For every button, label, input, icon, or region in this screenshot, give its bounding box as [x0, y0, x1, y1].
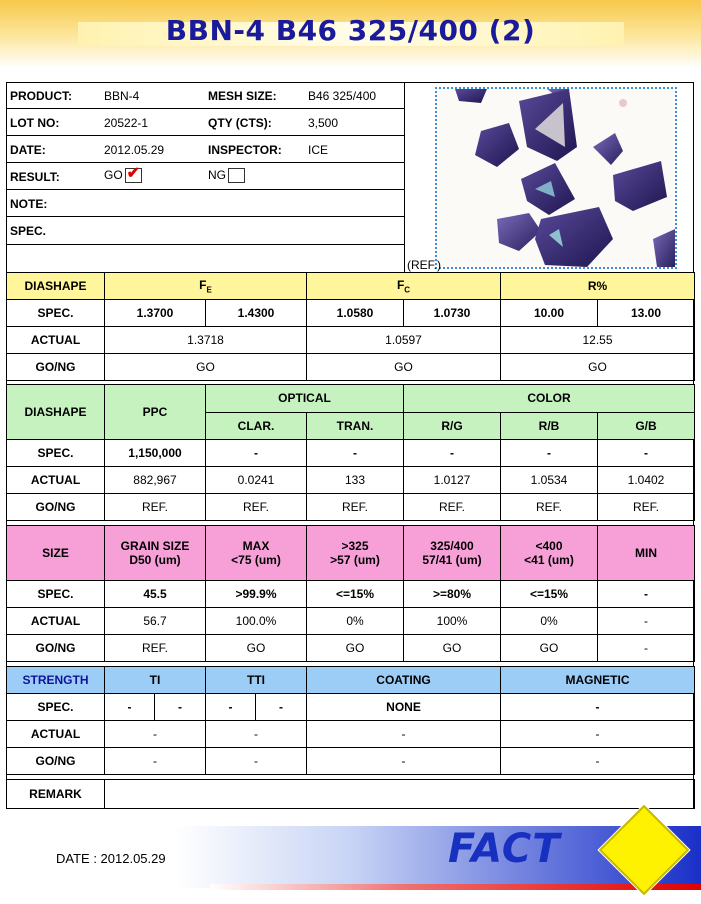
size-col-head	[307, 526, 404, 581]
spec-cell: 1.3700	[105, 300, 206, 327]
fc-head	[307, 273, 501, 300]
gong-cell: GO	[105, 354, 307, 381]
actual-label: ACTUAL	[7, 721, 105, 748]
actual-cell: 1.0534	[501, 467, 598, 494]
gong-cell: REF.	[206, 494, 307, 521]
shape-head: DIASHAPE	[7, 273, 105, 300]
actual-cell: -	[307, 721, 501, 748]
spec-cell: -	[206, 694, 256, 721]
actual-cell: 100%	[404, 608, 501, 635]
spec-cell: 45.5	[105, 581, 206, 608]
strength-head: STRENGTH	[7, 667, 105, 694]
gong-cell: GO	[501, 635, 598, 662]
fe-subscript: E	[206, 285, 212, 295]
go-checkbox[interactable]	[125, 165, 142, 183]
gong-label: GO/NG	[7, 354, 105, 381]
size-col-line2: <41 (um)	[524, 553, 574, 567]
actual-cell: 1.0597	[307, 327, 501, 354]
spec-cell: 1.0730	[404, 300, 501, 327]
optical-group-head: OPTICAL	[206, 385, 404, 413]
size-col-line2: >57 (um)	[330, 553, 380, 567]
shape-table	[6, 272, 695, 381]
ng-label: NG	[208, 168, 226, 182]
size-col-head	[105, 526, 206, 581]
info-row-product	[6, 82, 404, 109]
info-row-date	[6, 136, 404, 163]
ref-tag: (REF.)	[407, 258, 441, 272]
size-col-head	[501, 526, 598, 581]
spec-cell: 13.00	[598, 300, 695, 327]
gong-cell: -	[501, 748, 695, 775]
col-head: R/G	[404, 412, 501, 440]
strength-table	[6, 666, 695, 775]
mesh-value: B46 325/400	[308, 89, 377, 103]
remark-field[interactable]	[105, 780, 695, 809]
fe-head	[105, 273, 307, 300]
gong-cell: GO	[404, 635, 501, 662]
actual-label: ACTUAL	[7, 608, 105, 635]
remark-table	[6, 779, 695, 809]
spec-cell: -	[155, 694, 206, 721]
gong-cell: REF.	[105, 635, 206, 662]
spec-cell: <=15%	[307, 581, 404, 608]
date-label: DATE:	[10, 143, 46, 157]
spec-cell: >=80%	[404, 581, 501, 608]
actual-cell: -	[206, 721, 307, 748]
coating-head: COATING	[307, 667, 501, 694]
checkmark-icon: ✔	[126, 165, 141, 183]
spec-cell: 10.00	[501, 300, 598, 327]
fe-letter: F	[199, 277, 207, 292]
spec-cell: -	[404, 440, 501, 467]
remark-label: REMARK	[7, 780, 105, 809]
qty-value: 3,500	[308, 116, 339, 130]
mesh-label: MESH SIZE:	[208, 89, 277, 103]
optical-head: DIASHAPE	[7, 385, 105, 440]
size-col-head	[404, 526, 501, 581]
actual-label: ACTUAL	[7, 467, 105, 494]
inspector-value: ICE	[308, 143, 329, 157]
actual-cell: -	[501, 721, 695, 748]
result-ng	[208, 168, 245, 183]
col-head: TRAN.	[307, 412, 404, 440]
size-col-line2: 57/41 (um)	[422, 553, 482, 567]
col-head: R/B	[501, 412, 598, 440]
size-col-line1: 325/400	[430, 539, 474, 553]
spec-cell: NONE	[307, 694, 501, 721]
info-row-note	[6, 190, 404, 217]
spec-cell: >99.9%	[206, 581, 307, 608]
inspector-label: INSPECTOR:	[208, 143, 282, 157]
actual-cell: 100.0%	[206, 608, 307, 635]
spec-cell: -	[501, 440, 598, 467]
info-row-lot	[6, 109, 404, 136]
spec-cell: 1,150,000	[105, 440, 206, 467]
spec-label: SPEC.	[7, 694, 105, 721]
gong-cell: REF.	[307, 494, 404, 521]
magnetic-head: MAGNETIC	[501, 667, 695, 694]
spec-cell: -	[501, 694, 695, 721]
spec-label: SPEC.	[7, 440, 105, 467]
actual-cell: 1.3718	[105, 327, 307, 354]
qty-label: QTY (CTS):	[208, 116, 272, 130]
footer-date: DATE : 2012.05.29	[56, 851, 166, 866]
tti-head: TTI	[206, 667, 307, 694]
actual-cell: 0%	[307, 608, 404, 635]
size-col-line1: >325	[341, 539, 369, 553]
size-head: SIZE	[7, 526, 105, 581]
ppc-head: PPC	[105, 385, 206, 440]
size-col-head: MIN	[598, 526, 695, 581]
actual-cell: 56.7	[105, 608, 206, 635]
actual-cell: 0.0241	[206, 467, 307, 494]
gong-cell: -	[598, 635, 695, 662]
spec-cell: 1.4300	[206, 300, 307, 327]
product-label: PRODUCT:	[10, 89, 72, 103]
product-value: BBN-4	[104, 89, 140, 103]
r-head: R%	[501, 273, 695, 300]
spec-cell: 1.0580	[307, 300, 404, 327]
lot-value: 20522-1	[104, 116, 149, 130]
size-col-line2: <75 (um)	[231, 553, 281, 567]
gong-label: GO/NG	[7, 635, 105, 662]
lot-label: LOT NO:	[10, 116, 60, 130]
gong-cell: GO	[307, 635, 404, 662]
info-row-result	[6, 163, 404, 190]
gong-cell: -	[206, 748, 307, 775]
actual-cell: 1.0127	[404, 467, 501, 494]
size-col-line1: MAX	[242, 539, 270, 553]
size-col-head	[206, 526, 307, 581]
size-col-line1: GRAIN SIZE	[120, 539, 190, 553]
gong-label: GO/NG	[7, 748, 105, 775]
actual-cell: -	[598, 608, 695, 635]
size-col-line1: <400	[535, 539, 563, 553]
spec-label: SPEC.	[7, 300, 105, 327]
info-block	[6, 82, 404, 272]
go-label: GO	[104, 168, 123, 182]
gong-cell: -	[105, 748, 206, 775]
size-table	[6, 525, 695, 662]
fact-logo: FACT	[448, 826, 561, 872]
spec-label: SPEC.	[10, 224, 47, 238]
fc-letter: F	[396, 277, 405, 292]
actual-cell: 1.0402	[598, 467, 695, 494]
gong-cell: -	[307, 748, 501, 775]
actual-cell: 882,967	[105, 467, 206, 494]
spec-cell: -	[206, 440, 307, 467]
ng-checkbox[interactable]	[228, 168, 245, 183]
sample-photo-cell	[404, 82, 694, 272]
gong-cell: REF.	[501, 494, 598, 521]
actual-label: ACTUAL	[7, 327, 105, 354]
result-go	[104, 165, 142, 183]
gong-cell: REF.	[404, 494, 501, 521]
gong-cell: GO	[501, 354, 695, 381]
spec-cell: -	[598, 581, 695, 608]
gong-cell: GO	[206, 635, 307, 662]
spec-cell: -	[256, 694, 307, 721]
spec-cell: -	[307, 440, 404, 467]
result-label: RESULT:	[10, 170, 60, 184]
note-label: NOTE:	[10, 197, 48, 211]
size-col-line2: D50 (um)	[129, 553, 181, 567]
spec-cell: <=15%	[501, 581, 598, 608]
footer-stripe	[210, 884, 701, 890]
spec-cell: -	[598, 440, 695, 467]
actual-cell: 0%	[501, 608, 598, 635]
color-group-head: COLOR	[404, 385, 695, 413]
actual-cell: -	[105, 721, 206, 748]
fc-subscript: C	[404, 285, 411, 295]
actual-cell: 133	[307, 467, 404, 494]
spec-cell: -	[105, 694, 155, 721]
sample-photo	[435, 87, 677, 269]
gong-label: GO/NG	[7, 494, 105, 521]
diamond-grains-image	[437, 89, 675, 267]
gong-cell: REF.	[598, 494, 695, 521]
ti-head: TI	[105, 667, 206, 694]
info-row-spec	[6, 217, 404, 245]
col-head: G/B	[598, 412, 695, 440]
date-value: 2012.05.29	[104, 143, 165, 157]
col-head: CLAR.	[206, 412, 307, 440]
gong-cell: GO	[307, 354, 501, 381]
optical-table	[6, 384, 695, 521]
gong-cell: REF.	[105, 494, 206, 521]
page-title: BBN-4 B46 325/400 (2)	[165, 14, 536, 47]
actual-cell: 12.55	[501, 327, 695, 354]
spec-label: SPEC.	[7, 581, 105, 608]
